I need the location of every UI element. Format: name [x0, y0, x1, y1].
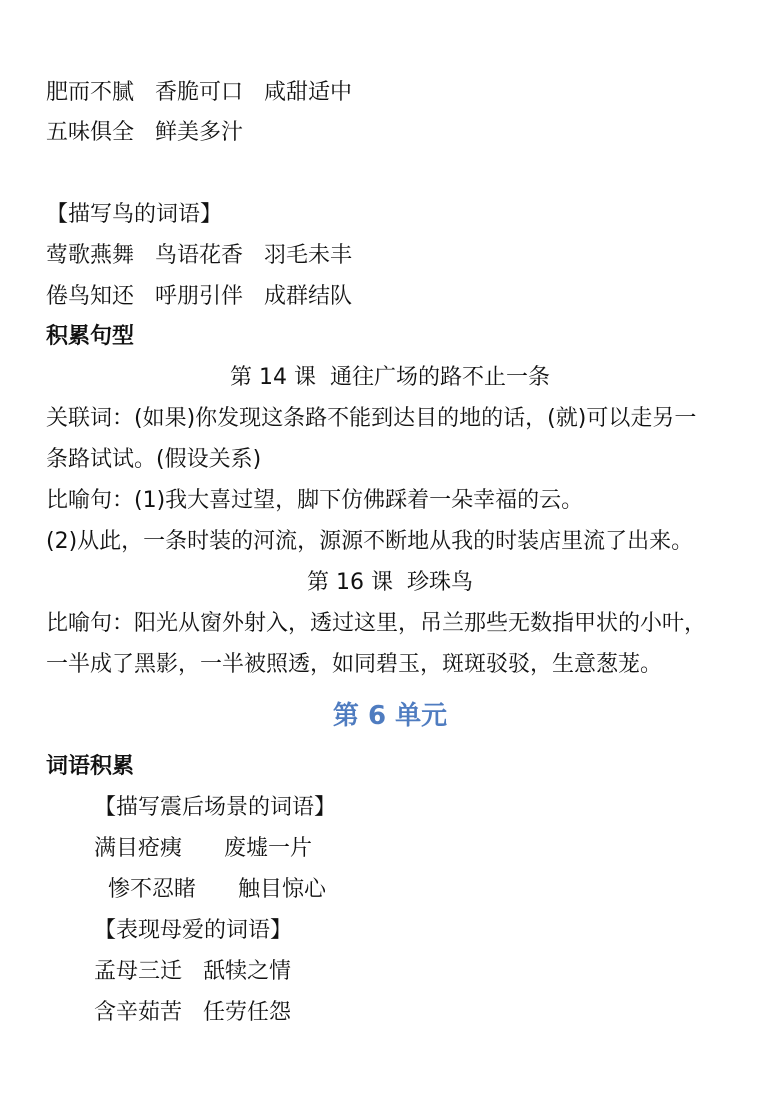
food-words-line-2: 五味俱全 鲜美多汁: [46, 120, 243, 145]
lesson-14-biyu-2: (2)从此，一条时装的河流，源源不断地从我的时装店里流了出来。: [46, 529, 694, 554]
bird-words-line-2: 倦鸟知还 呼朋引伴 成群结队: [46, 284, 352, 309]
quake-words-line-2: 惨不忍睹 触目惊心: [108, 877, 326, 902]
mother-words-line-2: 含辛茹苦 任劳任怨: [94, 1000, 291, 1025]
lesson-14-biyu-1: 比喻句：(1)我大喜过望，脚下仿佛踩着一朵幸福的云。: [46, 488, 584, 513]
mother-title: 【表现母爱的词语】: [94, 918, 293, 943]
quake-title: 【描写震后场景的词语】: [94, 795, 337, 820]
lesson-14-guanlian-line-2: 条路试试。(假设关系): [46, 447, 262, 472]
food-words-line-1: 肥而不腻 香脆可口 咸甜适中: [46, 80, 352, 105]
lesson-14-guanlian-line-1: 关联词：(如果)你发现这条路不能到达目的地的话，(就)可以走另一: [46, 406, 697, 431]
lesson-16-biyu-line-1: 比喻句：阳光从窗外射入，透过这里，吊兰那些无数指甲状的小叶，: [46, 611, 707, 636]
bird-words-line-1: 莺歌燕舞 鸟语花香 羽毛未丰: [46, 243, 352, 268]
unit-6-heading: 第 6 单元: [332, 701, 448, 731]
lesson-16-title: 第 16 课 珍珠鸟: [307, 570, 473, 595]
lesson-16-biyu-line-2: 一半成了黑影，一半被照透，如同碧玉，斑斑驳驳，生意葱茏。: [46, 652, 663, 677]
lesson-14-title: 第 14 课 通往广场的路不止一条: [230, 365, 550, 390]
quake-words-line-1: 满目疮痍 废墟一片: [94, 836, 312, 861]
sentences-heading: 积累句型: [46, 324, 135, 349]
bird-section-title: 【描写鸟的词语】: [46, 202, 223, 227]
mother-words-line-1: 孟母三迁 舐犊之情: [94, 959, 291, 984]
words-heading: 词语积累: [46, 754, 135, 779]
